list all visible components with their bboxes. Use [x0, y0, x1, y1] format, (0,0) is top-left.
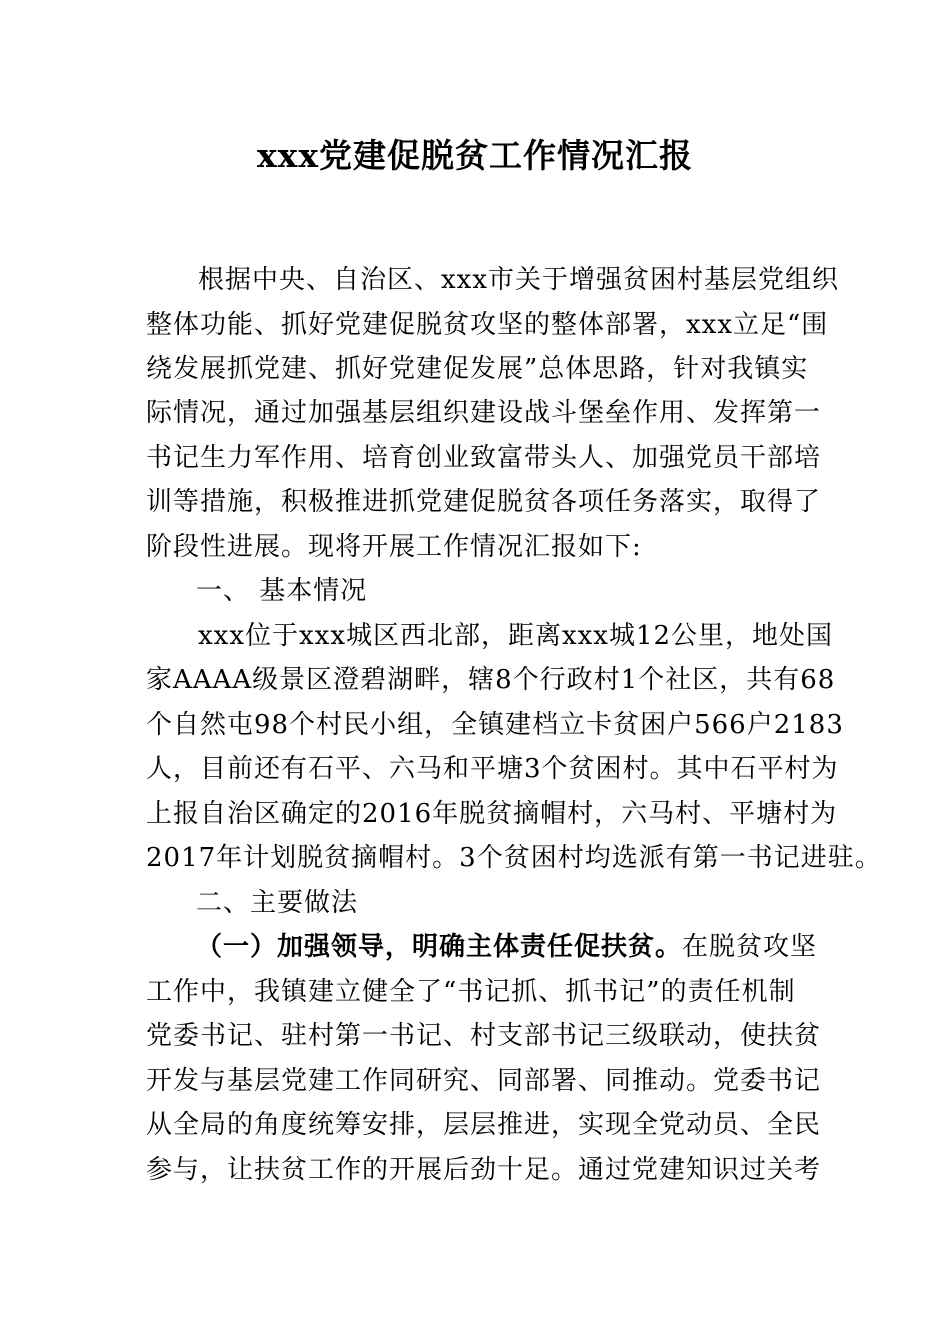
- sub1-line: 党委书记、驻村第一书记、村支部书记三级联动，使扶贫: [146, 1021, 822, 1051]
- sub1-line: 从全局的角度统筹安排，层层推进，实现全党动员、全民: [146, 1110, 822, 1140]
- subsection-first-line: [196, 929, 817, 965]
- section-heading-basic: 一、 基本情况: [196, 576, 368, 606]
- intro-line: 书记生力军作用、培育创业致富带头人、加强党员干部培: [146, 443, 822, 473]
- section-heading-methods: 二、主要做法: [196, 888, 359, 918]
- sub1-line: 参与，让扶贫工作的开展后劲十足。通过党建知识过关考: [146, 1155, 822, 1185]
- intro-line: 训等措施，积极推进抓党建促脱贫各项任务落实，取得了: [146, 487, 822, 517]
- intro-line: 绕发展抓党建、抓好党建促发展”总体思路，针对我镇实: [146, 354, 809, 384]
- sub1-line: 开发与基层党建工作同研究、同部署、同推动。党委书记: [146, 1066, 822, 1096]
- section1-line: 人，目前还有石平、六马和平塘3个贫困村。其中石平村为: [146, 754, 839, 784]
- intro-line: 整体功能、抓好党建促脱贫攻坚的整体部署，xxx立足“围: [146, 310, 829, 340]
- subsection-text: 在脱贫攻坚: [682, 932, 818, 962]
- section1-line: 上报自治区确定的2016年脱贫摘帽村，六马村、平塘村为: [146, 799, 838, 829]
- intro-line: 阶段性进展。现将开展工作情况汇报如下:: [146, 532, 642, 562]
- subsection-title: （一）加强领导，明确主体责任促扶贫。: [196, 932, 683, 962]
- intro-line: 际情况，通过加强基层组织建设战斗堡垒作用、发挥第一: [146, 398, 822, 428]
- intro-line: 根据中央、自治区、xxx市关于增强贫困村基层党组织: [198, 265, 839, 295]
- section1-line: 家AAAA级景区澄碧湖畔，辖8个行政村1个社区，共有68: [146, 665, 836, 695]
- section1-line: 个自然屯98个村民小组，全镇建档立卡贫困户566户2183: [146, 710, 844, 740]
- section1-line: 2017年计划脱贫摘帽村。3个贫困村均选派有第一书记进驻。: [146, 843, 882, 873]
- document-title: xxx党建促脱贫工作情况汇报: [256, 136, 694, 175]
- sub1-line: 工作中，我镇建立健全了“书记抓、抓书记”的责任机制: [146, 977, 796, 1007]
- section1-line: xxx位于xxx城区西北部，距离xxx城12公里，地处国: [198, 621, 834, 651]
